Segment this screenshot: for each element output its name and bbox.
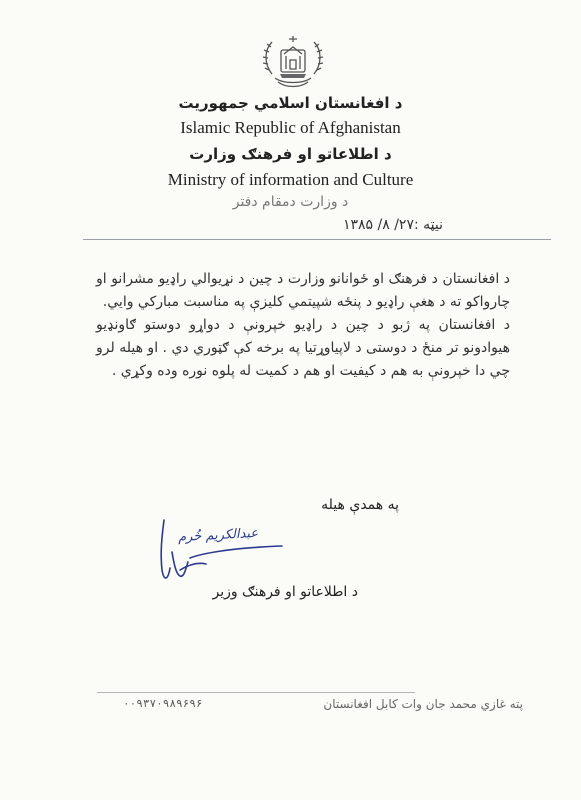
body-paragraph: د افغانستان په ژبو د چين د راډيو خپرونې د دواړو دوستو ګاونډيو هيوادونو تر منځ د دوستی د لاپياوړتيا په برخه کې ګټوري دي . او هيله لرو چي دا خپرونې به هم د کيفيت او هم د کميت له پلوه نوره وده وکړي . xyxy=(96,317,510,379)
ministry-title-pashto: د اطلاعاتو او فرهنګ وزارت xyxy=(189,145,392,163)
office-subtitle: د وزارت دمقام دفتر xyxy=(232,194,349,210)
republic-title-pashto: د افغانستان اسلامي جمهوريت xyxy=(178,94,403,112)
republic-title-english: Islamic Republic of Afghanistan xyxy=(180,118,401,137)
national-emblem-icon xyxy=(258,30,328,92)
footer-phone: ۰۰۹۳۷۰۹۸۹۶۹۶ xyxy=(123,697,203,710)
header-divider xyxy=(83,239,551,240)
letter-body xyxy=(96,268,510,383)
footer-divider xyxy=(97,692,415,693)
closing-phrase: په همدې هيله xyxy=(321,497,399,513)
body-paragraph: د افغانستان د فرهنګ او ځوانانو وزارت د چين د نړيوالي راډيو مشرانو او چارواکو ته د هغې راډيو د پنځه شپيتمي کليزې په مناسبت مبارکي وايي. xyxy=(96,271,510,310)
letter-date: نیټه :۲۷/ ۸/ ۱۳۸۵ xyxy=(342,217,443,233)
handwritten-signature xyxy=(150,512,300,592)
signer-title: د اطلاعاتو او فرهنګ وزير xyxy=(212,584,358,600)
signature-name: عبدالکريم خُرم xyxy=(177,525,259,546)
footer-address: پته غازي محمد جان وات کابل افغانستان xyxy=(323,697,523,711)
ministry-title-english: Ministry of information and Culture xyxy=(167,170,414,189)
